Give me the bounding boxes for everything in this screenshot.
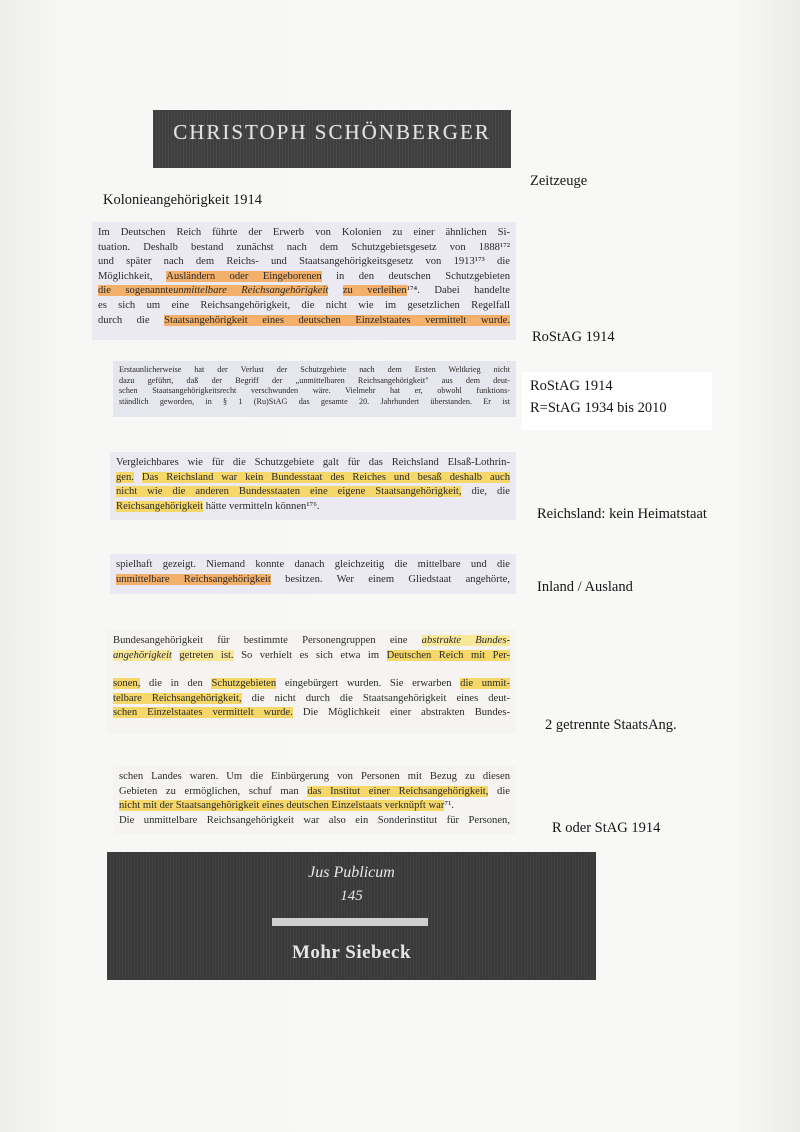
text-line: schen Landes waren. Um die Einbürgerung von Personen mit Bezug zu diesen [119,771,510,782]
text-line: Im Deutschen Reich führte der Erwerb von Kolonien zu einer ähnlichen Si- [98,227,510,238]
text-line: die sogenannteunmittelbare Reichsangehörigkeit zu verleihen¹⁷⁴. Dabei handelte [98,285,510,297]
excerpt-indirect-direct [110,554,516,594]
text-line: durch die Staatsangehörigkeit eines deutschen Einzelstaates vermittelt wurde. [98,314,511,326]
note-inland-ausland: Inland / Ausland [537,579,633,595]
highlight: Das Reichsland war kein Bundesstaat des Reiches und besaß deshalb auch [141,471,511,483]
author-banner [153,110,511,168]
highlight-italic: unmittelbare Reichsangehörigkeit [173,285,329,297]
text-line: nicht wie die anderen Bundesstaaten eine eigene Staatsangehörigkeit, die, die [116,486,510,498]
excerpt-colonies [92,222,516,340]
section-heading: Kolonieangehörigkeit 1914 [103,192,263,208]
publisher-name: Mohr Siebeck [291,942,412,963]
text-line: Erstaunlicherweise hat der Verlust der Schutzgebiete nach dem Ersten Weltkrieg nicht [119,365,510,374]
publisher-banner [107,852,596,980]
text-line: schen Einzelstaates vermittelt wurde. Die Möglichkeit einer abstrakten Bundes- [113,707,511,719]
text-line: Reichsangehörigkeit hätte vermitteln können¹⁷⁶. [116,500,320,512]
highlight-italic: abstrakte Bundes- [421,635,510,646]
highlight: Deutschen Reich mit Per- [386,649,511,661]
highlight: das Institut einer Reichsangehörigkeit, [307,785,489,797]
text-line: gen. Das Reichsland war kein Bundesstaat des Reiches und besaß deshalb auch [116,471,511,483]
excerpt-abstract-federal [107,630,516,734]
divider-bar [272,918,428,926]
note-getrennte: 2 getrennte StaatsAng. [545,717,677,733]
note-rstag-period: R=StAG 1934 bis 2010 [530,400,667,416]
note-rostag-2: RoStAG 1914 [530,378,613,394]
text-line: sonen, die in den Schutzgebieten eingebürgert wurden. Sie erwarben die unmit- [113,678,510,690]
highlight: Ausländern oder Eingeborenen [166,270,322,282]
text-line: Gebieten zu ermöglichen, schuf man das Institut einer Reichsangehörigkeit, die [119,785,510,797]
text-line: telbare Reichsangehörigkeit, die nicht durch die Staatsangehörigkeit eines deut- [113,692,510,704]
zeitzeuge-note: Zeitzeuge [530,173,588,189]
text-line: es sich um eine Reichsangehörigkeit, die nicht wie im gesetzlichen Regelfall [98,299,510,311]
excerpt-protectorates-loss [113,361,516,417]
text-line: nicht mit der Staatsangehörigkeit eines deutschen Einzelstaats verknüpft war⁷¹. [119,800,454,812]
highlight: unmittelbare Reichsangehörigkeit [116,573,271,585]
text-line: Vergleichbares wie für die Schutzgebiete galt für das Reichsland Elsaß-Lothrin- [116,457,510,468]
author-name: CHRISTOPH SCHÖNBERGER [173,119,491,144]
highlight: Staatsangehörigkeit eines deutschen Einzelstaates vermittelt wurde. [164,314,511,326]
note-rostag-1: RoStAG 1914 [532,329,615,345]
excerpt-reichsland [110,452,516,520]
excerpt-institute [113,766,516,834]
highlight: nicht wie die anderen Bundesstaaten eine eigene Staatsangehörigkeit, [116,486,462,498]
note-r-oder-stag: R oder StAG 1914 [552,820,661,836]
text-line: unmittelbare Reichsangehörigkeit besitzen. Wer einem Gliedstaat angehörte, [116,573,511,585]
text-line: schen Staatsangehörigkeitsrecht verschwunden wäre. Vielmehr hat er, obwohl funktions- [119,386,510,396]
text-line: tuation. Deshalb bestand zunächst nach dem Schutzgebietsgesetz von 1888¹⁷² [98,241,510,253]
text-line: spielhaft gezeigt. Niemand konnte danach gleichzeitig die mittelbare und die [116,559,510,570]
text-line: Bundesangehörigkeit für bestimmte Personengruppen eine abstrakte Bundes- [113,635,510,646]
text-line: angehörigkeit getreten ist. So verhielt es sich etwa im Deutschen Reich mit Per- [113,649,511,661]
text-line: Die unmittelbare Reichsangehörigkeit war also ein Sonderinstitut für Personen, [119,814,510,826]
text-line: und später nach dem Reichs- und Staatsangehörigkeitsgesetz von 1913¹⁷³ die [98,256,510,268]
text-line: ständlich geworden, in § 1 (Ru)StAG das gesamte 20. Jahrhundert überstanden. Er ist [119,396,510,406]
series-number: 145 [340,888,363,904]
text-line: dazu geführt, daß der Begriff der „unmittelbaren Reichsangehörigkeit" aus dem deut- [119,375,510,385]
text-line: Möglichkeit, Ausländern oder Eingeborenen in den deutschen Schutzgebieten [98,270,510,282]
note-reichsland: Reichsland: kein Heimatstaat [537,506,707,522]
series-title: Jus Publicum [308,864,395,881]
